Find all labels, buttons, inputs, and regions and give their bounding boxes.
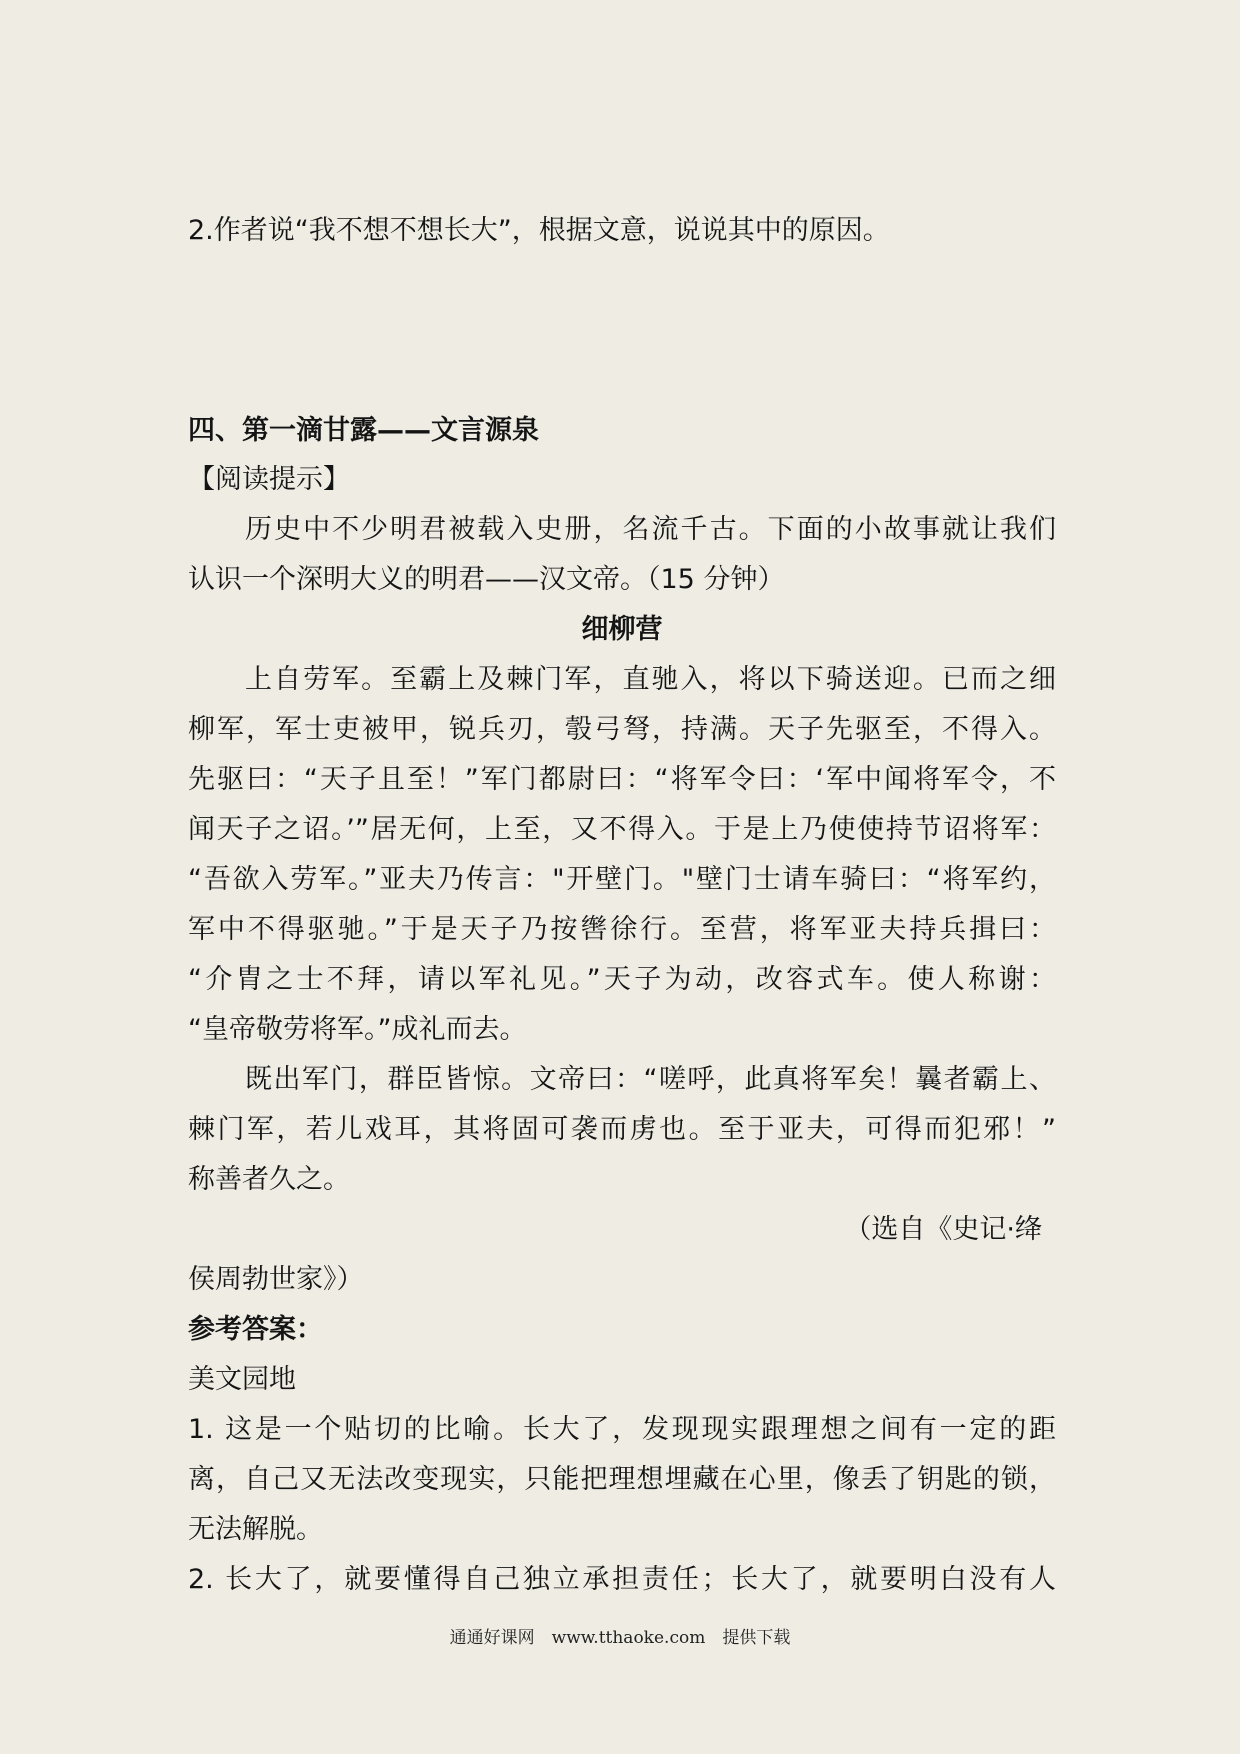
answers-section-label: 美文园地	[188, 1364, 296, 1395]
answer-1-line: 离，自己又无法改变现实，只能把理想埋藏在心里，像丢了钥匙的锁，	[188, 1464, 1056, 1495]
answer-1-line: 1. 这是一个贴切的比喻。长大了，发现现实跟理想之间有一定的距	[188, 1414, 1056, 1445]
reading-hint-line: 历史中不少明君被载入史册，名流千古。下面的小故事就让我们	[245, 514, 1056, 545]
section-heading: 四、第一滴甘露——文言源泉	[188, 415, 539, 446]
reading-hint-line: 认识一个深明大义的明君——汉文帝。（15 分钟）	[188, 564, 785, 595]
answer-2-line: 2. 长大了，就要懂得自己独立承担责任；长大了，就要明白没有人	[188, 1564, 1056, 1595]
passage-line: “吾欲入劳军。”亚夫乃传言："开壁门。"壁门士请车骑曰：“将军约，	[188, 864, 1056, 895]
passage-line: 闻天子之诏。’”居无何，上至，又不得入。于是上乃使使持节诏将军：	[188, 814, 1056, 845]
page-footer: 通通好课网 www.tthaoke.com 提供下载	[449, 1628, 791, 1648]
answer-1-line: 无法解脱。	[188, 1514, 323, 1545]
passage-line: 上自劳军。至霸上及棘门军，直驰入，将以下骑送迎。已而之细	[245, 664, 1056, 695]
passage-line: 称善者久之。	[188, 1164, 350, 1195]
source-citation: （选自《史记·绛	[844, 1214, 1042, 1245]
question-2: 2.作者说“我不想不想长大”，根据文意，说说其中的原因。	[188, 215, 890, 246]
passage-line: 棘门军，若儿戏耳，其将固可袭而虏也。至于亚夫，可得而犯邪！”	[188, 1114, 1056, 1145]
passage-line: 柳军，军士吏被甲，锐兵刃，彀弓弩，持满。天子先驱至，不得入。	[188, 714, 1056, 745]
answers-heading: 参考答案：	[188, 1314, 323, 1345]
passage-line: 既出军门，群臣皆惊。文帝曰：“嗟呼，此真将军矣！曩者霸上、	[245, 1064, 1056, 1095]
passage-line: 先驱曰：“天子且至！”军门都尉曰：“将军令曰：‘军中闻将军令，不	[188, 764, 1056, 795]
reading-hint-label: 【阅读提示】	[188, 464, 350, 495]
source-citation: 侯周勃世家》）	[188, 1264, 364, 1295]
story-title: 细柳营	[581, 614, 663, 645]
passage-line: 军中不得驱驰。”于是天子乃按辔徐行。至营，将军亚夫持兵揖曰：	[188, 914, 1056, 945]
passage-line: “介胄之士不拜，请以军礼见。”天子为动，改容式车。使人称谢：	[188, 964, 1056, 995]
passage-line: “皇帝敬劳将军。”成礼而去。	[188, 1014, 527, 1045]
